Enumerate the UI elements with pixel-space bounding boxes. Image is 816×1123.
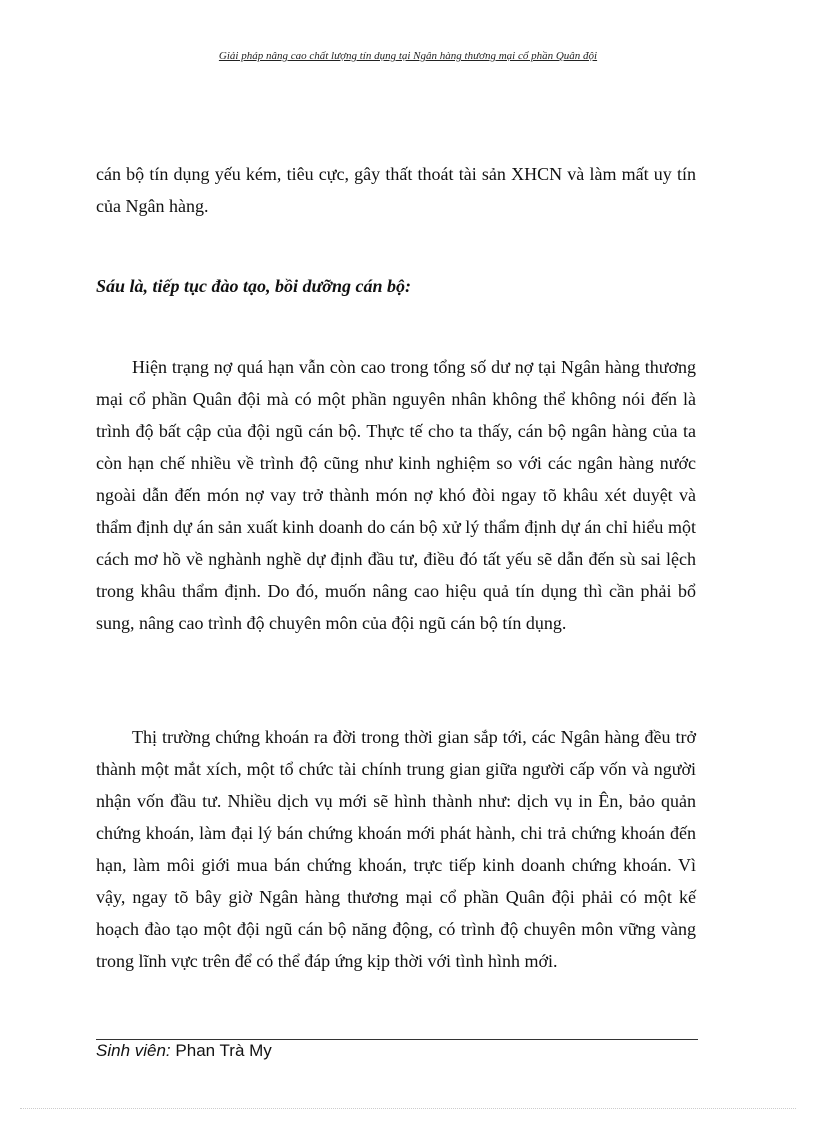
footer-rule [96,1039,698,1040]
paragraph-stock-market: Thị trường chứng khoán ra đời trong thời gian sắp tới, các Ngân hàng đều trở thành một mắt xích, một tổ chức tài chính trung gian giữa người cấp vốn và người nhận vốn đầu tư. Nhiều dịch vụ mới sẽ hình thành như: dịch vụ in Ên, bảo quản chứng khoán, làm đại lý bán chứng khoán mới phát hành, chi trả chứng khoán đến hạn, làm môi giới mua bán chứng khoán, trực tiếp kinh doanh chứng khoán. Vì vậy, ngay tõ bây giờ Ngân hàng thương mại cổ phần Quân đội phải có một kế hoạch đào tạo một đội ngũ cán bộ năng động, có trình độ chuyên môn vững vàng trong lĩnh vực trên để có thể đáp ứng kịp thời với tình hình mới. [96,727,696,971]
section-heading: Sáu là, tiếp tục đào tạo, bồi dưỡng cán bộ: [96,276,411,296]
page-bottom-border [20,1108,796,1109]
paragraph-continuation: cán bộ tín dụng yếu kém, tiêu cực, gây thất thoát tài sản XHCN và làm mất uy tín của Ngân hàng. [96,164,696,216]
page-header: Giải pháp nâng cao chất lượng tín dụng tại Ngân hàng thương mại cổ phần Quân đội [218,50,598,62]
footer-label: Sinh viên: [96,1041,171,1060]
footer-student-name: Phan Trà My [175,1041,272,1060]
page-footer [96,1041,272,1061]
paragraph-staff-quality: Hiện trạng nợ quá hạn vẫn còn cao trong tổng số dư nợ tại Ngân hàng thương mại cổ phần Quân đội mà có một phần nguyên nhân không thể không nói đến là trình độ bất cập của đội ngũ cán bộ. Thực tế cho ta thấy, cán bộ ngân hàng của ta còn hạn chế nhiều về trình độ cũng như kinh nghiệm so với các ngân hàng nước ngoài dẫn đến món nợ vay trở thành món nợ khó đòi ngay tõ khâu xét duyệt và thẩm định dự án sản xuất kinh doanh do cán bộ xử lý thẩm định dự án chỉ hiểu một cách mơ hồ về nghành nghề dự định đầu tư, điều đó tất yếu sẽ dẫn đến sù sai lệch trong khâu thẩm định. Do đó, muốn nâng cao hiệu quả tín dụng thì cần phải bổ sung, nâng cao trình độ chuyên môn của đội ngũ cán bộ tín dụng. [96,357,696,633]
